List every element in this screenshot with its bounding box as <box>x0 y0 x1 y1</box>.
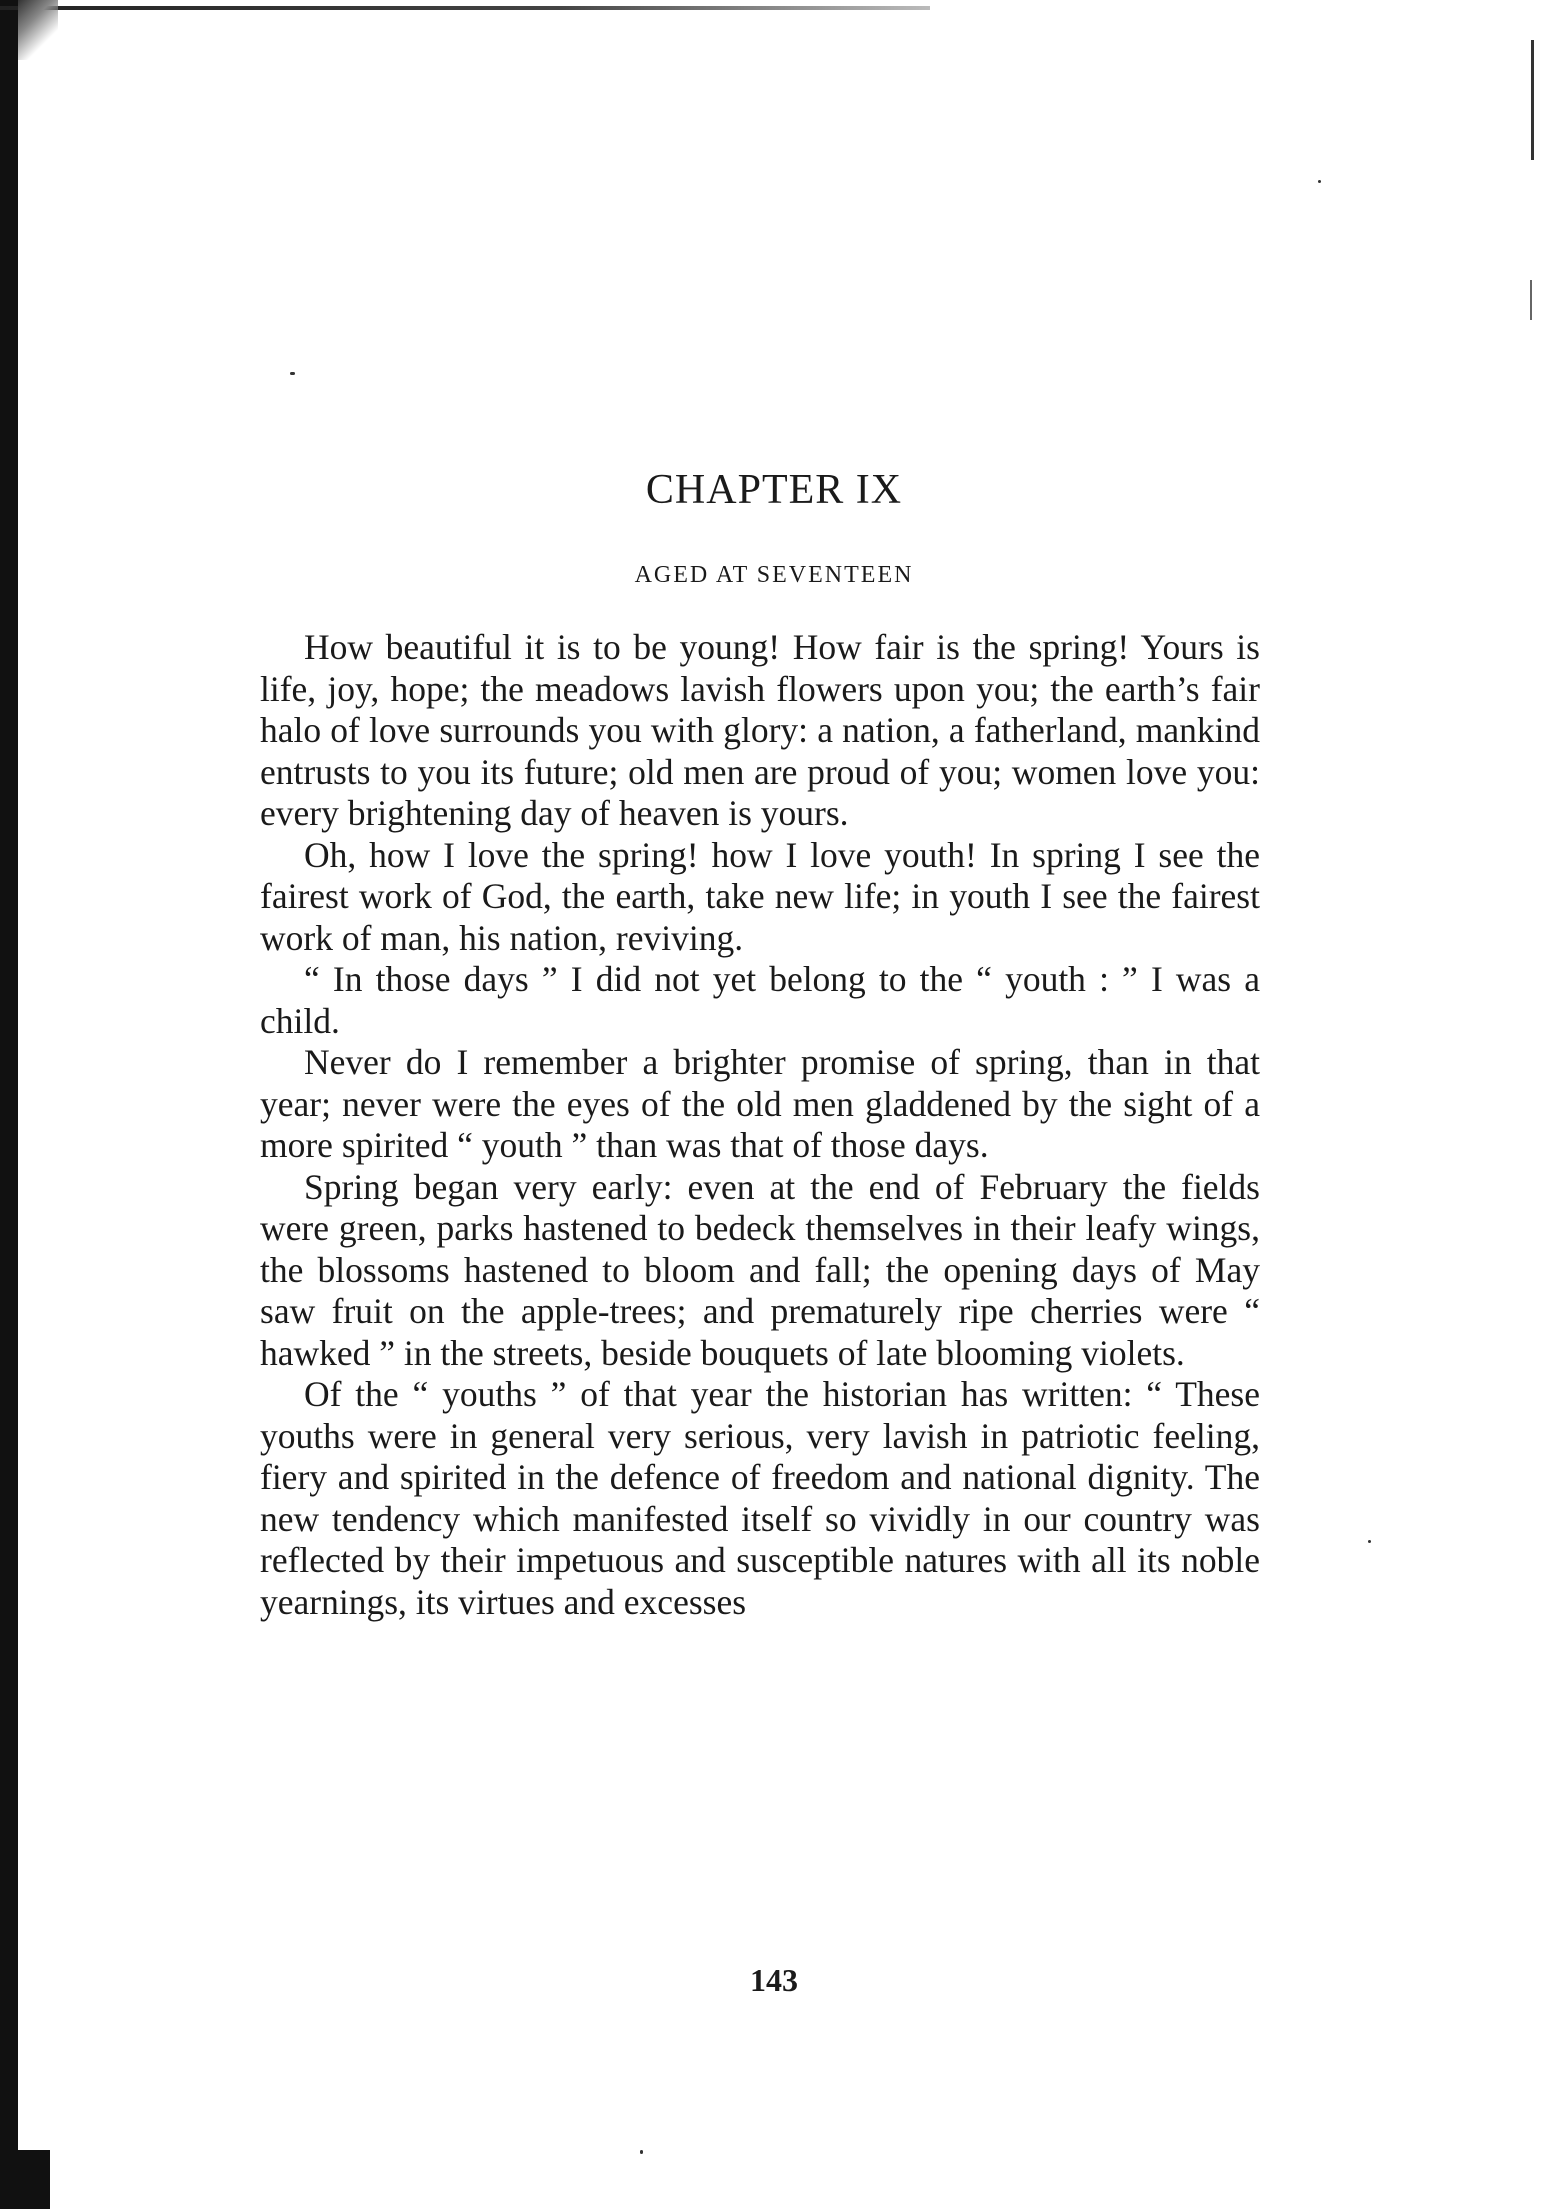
scan-speck <box>640 2150 643 2154</box>
scan-speck <box>290 372 295 375</box>
paragraph: Spring began very early: even at the end of February the fields were green, parks hastened to bedeck themselves in their leafy wings, the blossoms hastened to bloom and fall; the opening days of May saw fruit on the apple-trees; and prematurely ripe cherries were “ hawked ” in the streets, beside bouquets of late blooming violets. <box>260 1166 1260 1373</box>
scan-right-mark <box>1531 40 1534 160</box>
page-number: 143 <box>750 1962 798 1998</box>
chapter-title: CHAPTER IX <box>645 467 903 513</box>
scan-border-top <box>0 6 930 10</box>
scan-border-left <box>0 0 18 2209</box>
scan-speck <box>1368 1540 1371 1543</box>
paragraph: Of the “ youths ” of that year the historian has written: “ These youths were in general very serious, very lavish in patriotic feeling, fiery and spirited in the defence of freedom and national dignity. The new tendency which manifested itself so vividly in our country was reflected by their impetuous and susceptible natures with all its noble yearnings, its virtues and excesses <box>260 1374 1260 1622</box>
chapter-subtitle: AGED AT SEVENTEEN <box>634 562 914 588</box>
body-text <box>260 627 1260 1623</box>
paragraph: How beautiful it is to be young! How fair is the spring! Yours is life, joy, hope; the meadows lavish flowers upon you; the earth’s fair halo of love surrounds you with glory: a nation, a fatherland, mankind entrusts to you its future; old men are proud of you; women love you: every brightening day of heaven is yours. <box>260 627 1260 833</box>
paragraph: Oh, how I love the spring! how I love youth! In spring I see the fairest work of God, the earth, take new life; in youth I see the fairest work of man, his nation, reviving. <box>260 834 1260 958</box>
scan-corner-shadow <box>18 0 58 60</box>
scan-border-bottom <box>0 2150 50 2209</box>
scan-right-mark <box>1530 280 1532 320</box>
scan-speck <box>1318 180 1321 183</box>
paragraph: “ In those days ” I did not yet belong to the “ youth : ” I was a child. <box>260 959 1260 1041</box>
paragraph: Never do I remember a brighter promise of spring, than in that year; never were the eyes of the old men gladdened by the sight of a more spirited “ youth ” than was that of those days. <box>260 1042 1260 1165</box>
